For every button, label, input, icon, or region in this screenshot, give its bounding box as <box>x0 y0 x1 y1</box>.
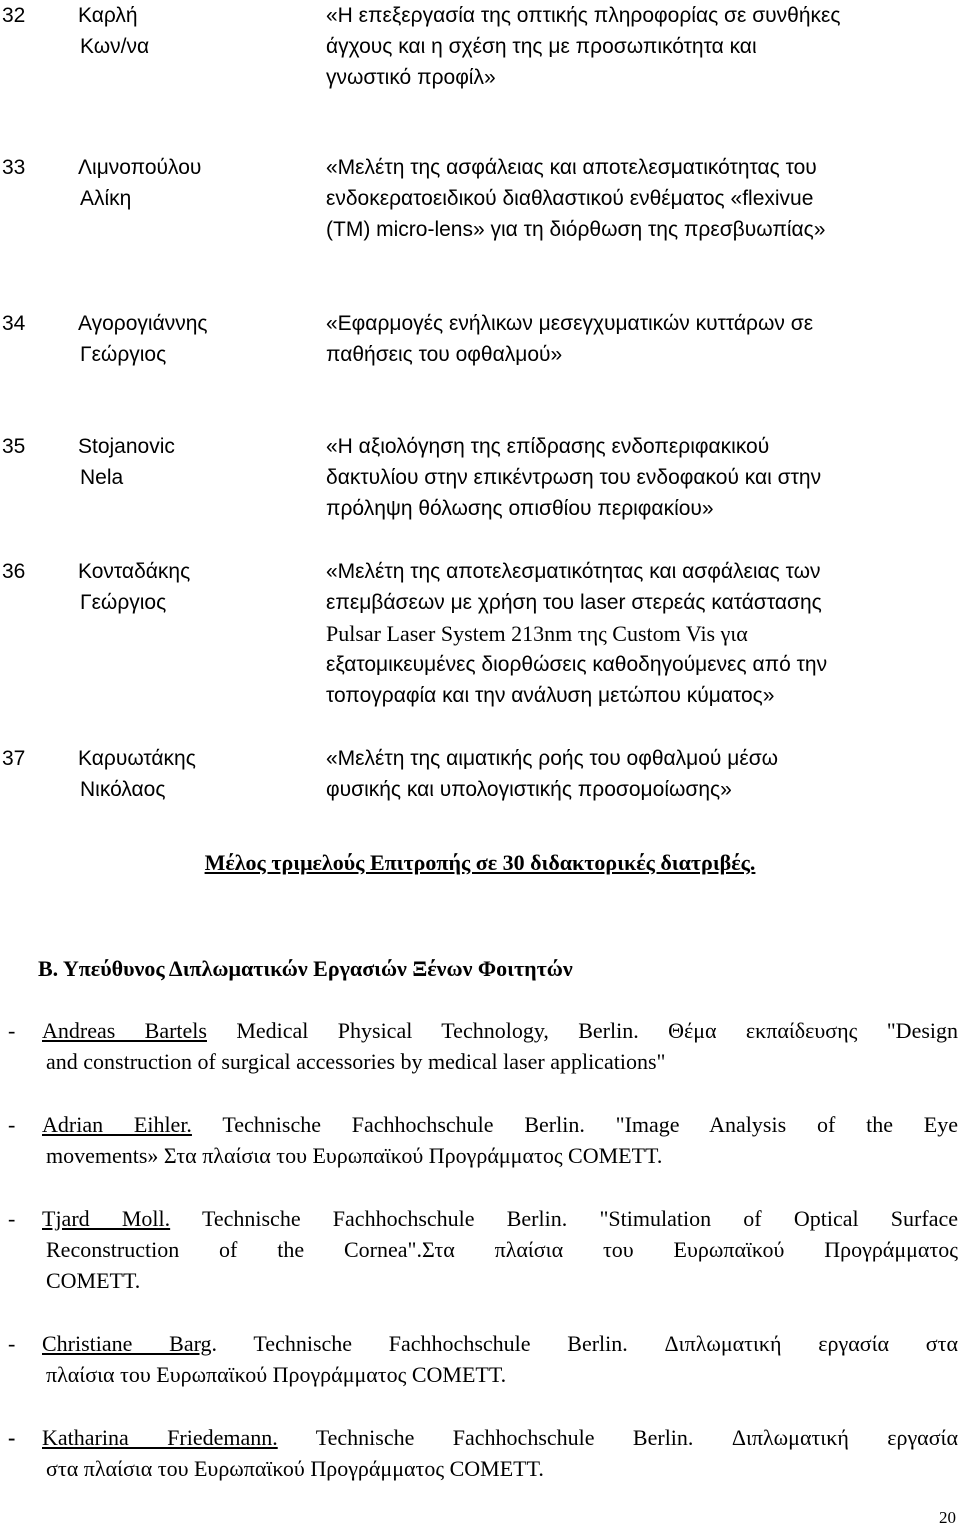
thesis-title: «Μελέτη της αποτελεσματικότητας και ασφάλειας των επεμβάσεων με χρήση του laser στερεάς κατάστασης Pulsar Laser System 213nm της Custom Vis για εξατομικευμένες διορθώσεις καθοδηγούμενες από την τοπογραφία και την ανάλυση μετώπου κύματος» <box>326 560 828 707</box>
list-dash: - <box>8 1112 16 1137</box>
row-number: 37 <box>2 747 26 770</box>
thesis-title: «Η επεξεργασία της οπτικής πληροφορίας σε συνθήκες άγχους και η σχέση της με προσωπικότητα και γνωστικό προφίλ» <box>326 4 841 89</box>
row-number: 35 <box>2 435 26 458</box>
student-name: Αγορογιάννης Γεώργιος <box>78 312 208 366</box>
row-number: 34 <box>2 312 26 335</box>
student-name-link: Adrian Eihler. <box>42 1112 192 1137</box>
student-name-link: Andreas Bartels <box>42 1018 207 1043</box>
list-dash: - <box>8 1206 16 1231</box>
supervision-entry: - Katharina Friedemann. Technische Fachhochschule Berlin. Διπλωματική εργασία στα πλαίσια του Ευρωπαϊκού Προγράμματος COMETT. <box>8 1422 958 1484</box>
supervision-entry: - Adrian Eihler. Technische Fachhochschule Berlin. "Image Analysis of the Eye movements» Στα πλαίσια του Ευρωπαϊκού Προγράμματος COMETT. <box>8 1109 958 1171</box>
row-number: 33 <box>2 156 26 179</box>
student-name-link: Tjard Moll. <box>42 1206 171 1231</box>
page-number: 20 <box>939 1508 956 1527</box>
student-name-link: Katharina Friedemann. <box>42 1425 278 1450</box>
student-name: Καρλή Κων/να <box>78 4 150 58</box>
thesis-title: «Η αξιολόγηση της επίδρασης ενδοπεριφακικού δακτυλίου στην επικέντρωση του ενδοφακού και στην πρόληψη θόλωσης οπισθίου περιφακίου» <box>326 435 822 520</box>
student-name: Stojanovic Nela <box>78 435 175 489</box>
committee-heading: Μέλος τριμελούς Επιτροπής σε 30 διδακτορικές διατριβές. <box>204 850 756 875</box>
supervision-entry: - Christiane Barg. Technische Fachhochschule Berlin. Διπλωματική εργασία στα πλαίσια του Ευρωπαϊκού Προγράμματος COMETT. <box>8 1328 958 1390</box>
list-dash: - <box>8 1425 16 1450</box>
list-dash: - <box>8 1018 16 1043</box>
row-number: 32 <box>2 4 26 27</box>
thesis-title: «Εφαρμογές ενήλικων μεσεγχυματικών κυττάρων σε παθήσεις του οφθαλμού» <box>326 312 814 366</box>
row-number: 36 <box>2 560 26 583</box>
student-name: Καρυωτάκης Νικόλαος <box>78 747 196 801</box>
student-name: Λιμνοπούλου Αλίκη <box>78 156 202 210</box>
student-name: Κονταδάκης Γεώργιος <box>78 560 191 614</box>
supervision-entry: - Andreas Bartels Medical Physical Technology, Berlin. Θέμα εκπαίδευσης "Design and construction of surgical accessories by medical laser applications" <box>8 1015 958 1077</box>
section-b-heading: Β. Υπεύθυνος Διπλωματικών Εργασιών Ξένων Φοιτητών <box>38 956 573 981</box>
supervision-entry: - Tjard Moll. Technische Fachhochschule Berlin. "Stimulation of Optical Surface Reconstruction of the Cornea".Στα πλαίσια του Ευρωπαϊκού Προγράμματος COMETT. <box>8 1203 958 1296</box>
list-dash: - <box>8 1331 16 1356</box>
student-name-link: Christiane Barg <box>42 1331 212 1356</box>
thesis-title: «Μελέτη της αιματικής ροής του οφθαλμού μέσω φυσικής και υπολογιστικής προσομοίωσης» <box>326 747 779 801</box>
thesis-title: «Μελέτη της ασφάλειας και αποτελεσματικότητας του ενδοκερατοειδικού διαθλαστικού ενθέματος «flexivue (TM) micro-lens» για τη διόρθωση της πρεσβυωπίας» <box>326 156 826 241</box>
